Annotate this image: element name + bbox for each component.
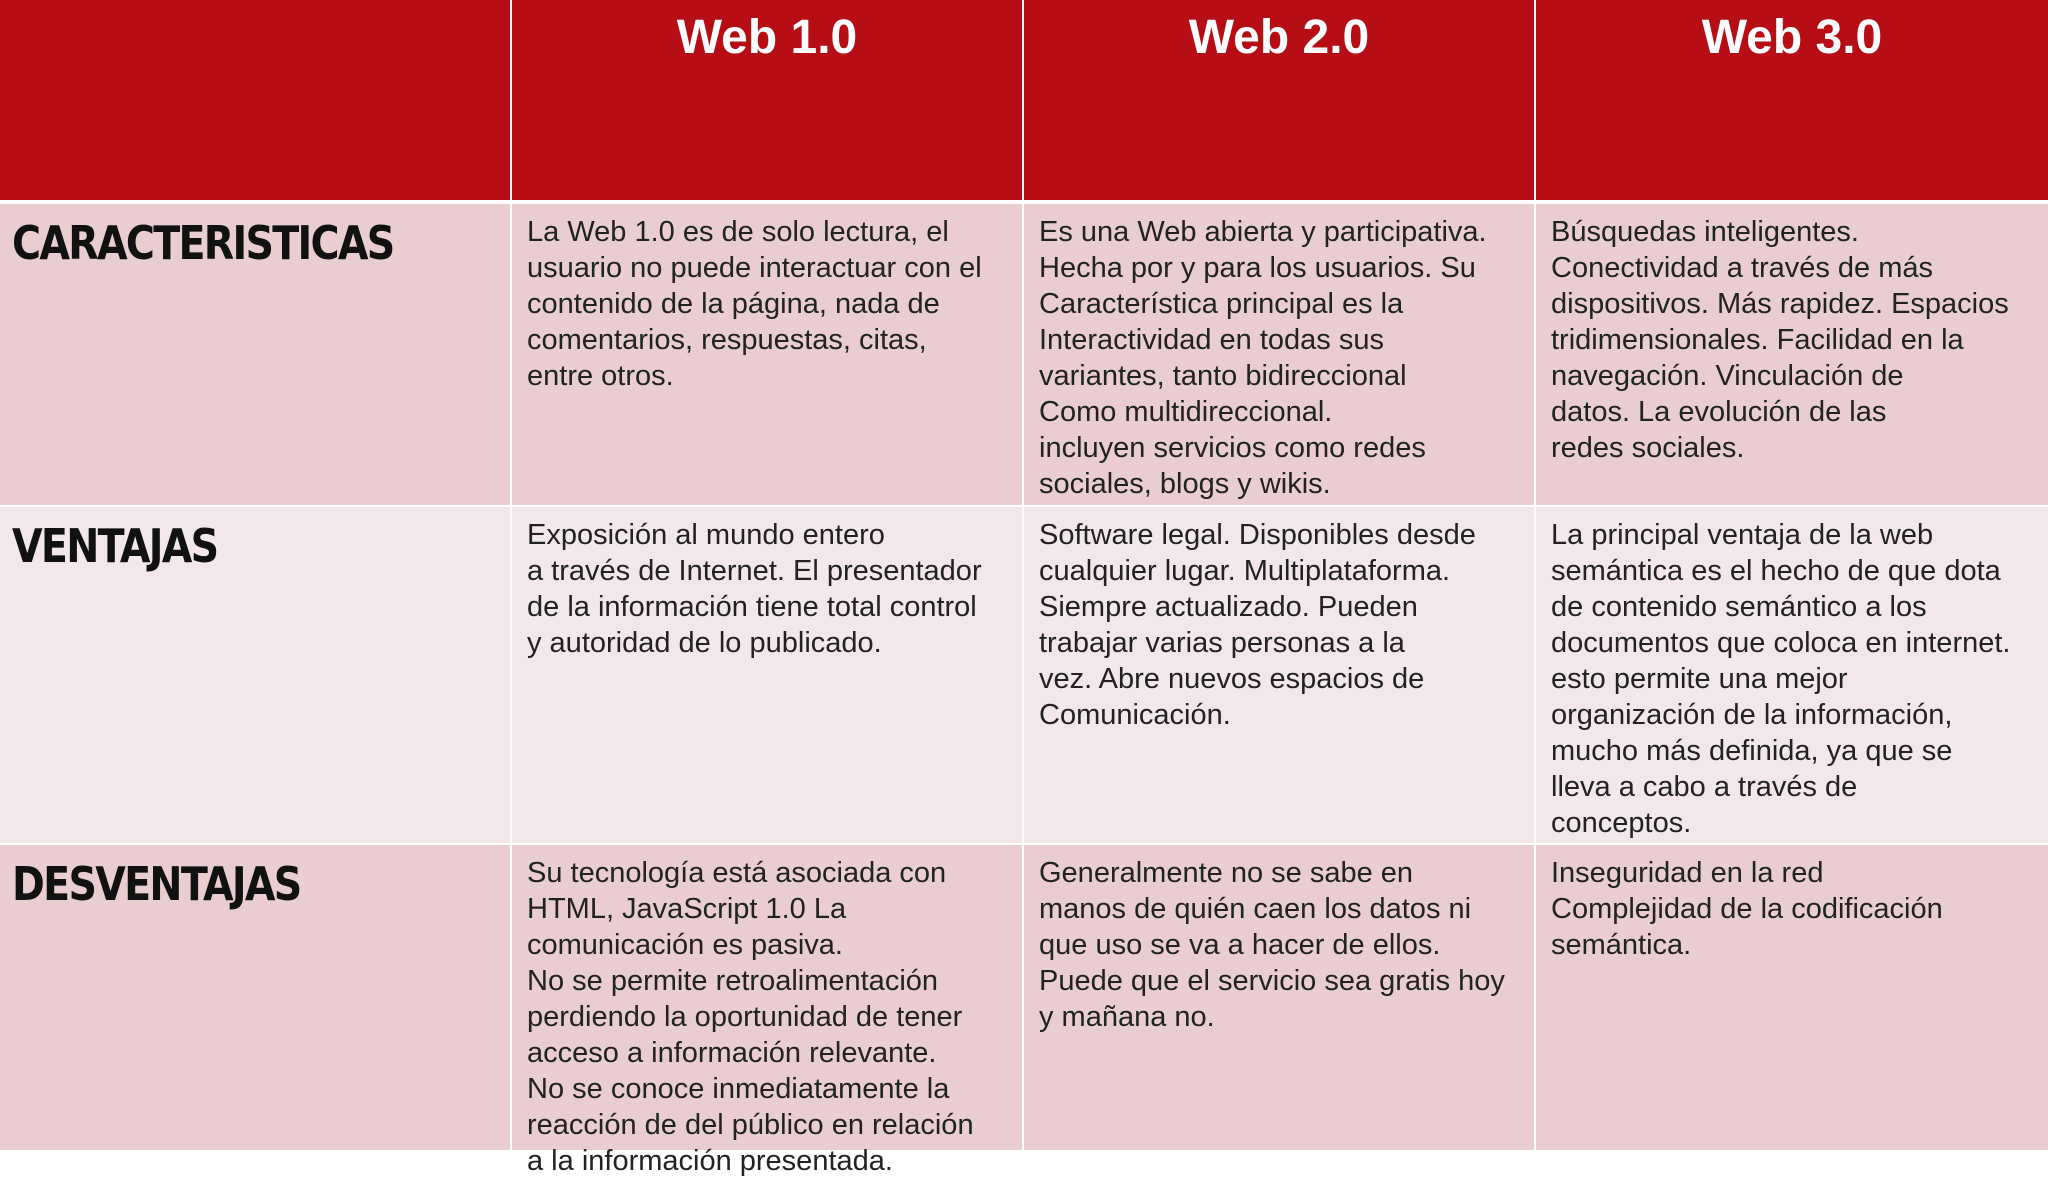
cell-text: Inseguridad en la red Complejidad de la codificación semántica. xyxy=(1551,857,1943,961)
row-label-cell-caracteristicas xyxy=(0,204,512,507)
cell-text: Software legal. Disponibles desde cualquier lugar. Multiplataforma. Siempre actualizado. Pueden trabajar varias personas a la vez. Abre nuevos espacios de Comunicación. xyxy=(1039,519,1476,731)
cell-text: Generalmente no se sabe en manos de quién caen los datos ni que uso se va a hacer de ellos. Puede que el servicio sea gratis hoy y mañana no. xyxy=(1039,857,1505,1033)
row-label-ventajas: VENTAJAS xyxy=(12,519,218,573)
row-label-cell-ventajas xyxy=(0,507,512,845)
cell-caracteristicas-web2 xyxy=(1024,204,1536,507)
row-label-caracteristicas: CARACTERISTICAS xyxy=(12,216,394,270)
header-web2: Web 2.0 xyxy=(1024,0,1536,204)
cell-caracteristicas-web1 xyxy=(512,204,1024,507)
cell-desventajas-web2 xyxy=(1024,845,1536,1152)
cell-ventajas-web1 xyxy=(512,507,1024,845)
cell-text: Su tecnología está asociada con HTML, JavaScript 1.0 La comunicación es pasiva. No se permite retroalimentación perdiendo la oportunidad de tener acceso a información relevante. No se conoce inmediatamente la reacción de del público en relación a la información presentada. xyxy=(527,857,974,1177)
cell-text: La Web 1.0 es de solo lectura, el usuario no puede interactuar con el contenido de la página, nada de comentarios, respuestas, citas, entre otros. xyxy=(527,216,982,392)
cell-text: La principal ventaja de la web semántica es el hecho de que dota de contenido semántico a los documentos que coloca en internet. esto permite una mejor organización de la información, mucho más definida, ya que se lleva a cabo a través de conceptos. xyxy=(1551,519,2011,839)
header-corner-cell xyxy=(0,0,512,204)
cell-text: Búsquedas inteligentes. Conectividad a través de más dispositivos. Más rapidez. Espacios tridimensionales. Facilidad en la navegación. Vinculación de datos. La evolución de las redes sociales. xyxy=(1551,216,2009,464)
cell-desventajas-web3 xyxy=(1536,845,2048,1152)
cell-ventajas-web3 xyxy=(1536,507,2048,845)
row-label-desventajas: DESVENTAJAS xyxy=(12,857,301,911)
row-label-cell-desventajas xyxy=(0,845,512,1152)
cell-desventajas-web1 xyxy=(512,845,1024,1177)
cell-ventajas-web2 xyxy=(1024,507,1536,845)
header-web3: Web 3.0 xyxy=(1536,0,2048,204)
cell-text: Es una Web abierta y participativa. Hecha por y para los usuarios. Su Característica principal es la Interactividad en todas sus variantes, tanto bidireccional Como multidireccional. incluyen servicios como redes sociales, blogs y wikis. xyxy=(1039,216,1487,500)
cell-caracteristicas-web3 xyxy=(1536,204,2048,507)
cell-text: Exposición al mundo entero a través de Internet. El presentador de la información tiene total control y autoridad de lo publicado. xyxy=(527,519,982,659)
header-web1: Web 1.0 xyxy=(512,0,1024,204)
